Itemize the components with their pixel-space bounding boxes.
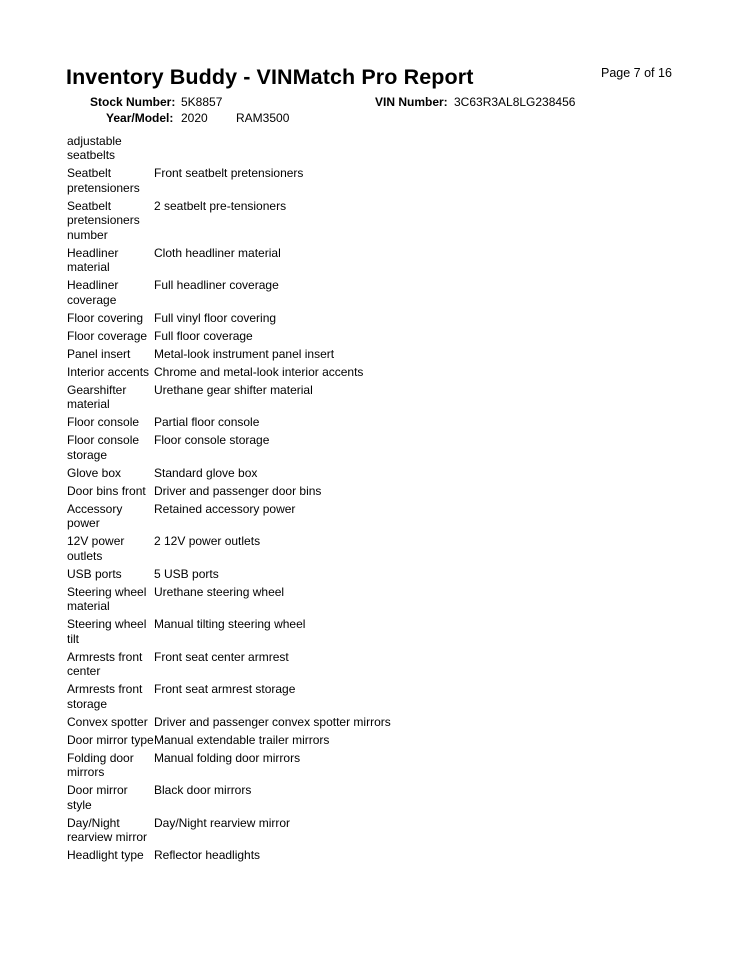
spec-label: Door bins front xyxy=(67,483,146,498)
spec-label: Floor console storage xyxy=(67,433,140,462)
spec-label: Headliner coverage xyxy=(67,278,119,307)
spec-row xyxy=(67,432,467,465)
spec-row xyxy=(67,464,467,482)
year-value: 2020 xyxy=(181,111,208,125)
spec-value: Black door mirrors xyxy=(154,783,252,797)
spec-value: 5 USB ports xyxy=(154,566,219,581)
spec-label: Headliner material xyxy=(67,245,119,274)
spec-label: Door mirror type xyxy=(67,732,154,747)
spec-label: Interior accents xyxy=(67,364,150,379)
spec-row xyxy=(67,681,467,714)
spec-row xyxy=(67,565,467,583)
stock-number-value: 5K8857 xyxy=(181,95,223,109)
spec-row xyxy=(67,814,467,847)
vin-label: VIN Number: xyxy=(375,95,448,109)
stock-number-label: Stock Number: xyxy=(90,95,176,109)
spec-label: Floor coverage xyxy=(67,328,148,343)
spec-value: 2 12V power outlets xyxy=(154,534,261,548)
spec-value: Cloth headliner material xyxy=(154,245,281,260)
spec-label: Folding door mirrors xyxy=(67,750,134,779)
spec-value: Driver and passenger door bins xyxy=(154,483,322,498)
spec-value: Chrome and metal-look interior accents xyxy=(154,364,364,379)
spec-row xyxy=(67,244,467,277)
spec-label: Panel insert xyxy=(67,346,131,361)
spec-row xyxy=(67,731,467,749)
spec-value: Reflector headlights xyxy=(154,848,261,862)
spec-value: Urethane gear shifter material xyxy=(154,382,313,397)
spec-value: Partial floor console xyxy=(154,415,260,429)
spec-table xyxy=(67,132,467,865)
spec-value: Metal-look instrument panel insert xyxy=(154,346,335,361)
spec-row xyxy=(67,309,467,327)
spec-row xyxy=(67,749,467,782)
spec-value: Urethane steering wheel xyxy=(154,584,285,599)
spec-label: Armrests front storage xyxy=(67,682,143,711)
spec-label: Accessory power xyxy=(67,501,123,530)
spec-value: Standard glove box xyxy=(154,465,258,480)
spec-row xyxy=(67,616,467,649)
spec-label: Steering wheel tilt xyxy=(67,617,147,646)
spec-label: Glove box xyxy=(67,465,122,480)
spec-row xyxy=(67,713,467,731)
spec-value: Driver and passenger convex spotter mirrors xyxy=(154,714,391,729)
spec-row xyxy=(67,381,467,414)
spec-value: Manual extendable trailer mirrors xyxy=(154,732,330,747)
spec-value: Retained accessory power xyxy=(154,501,296,516)
spec-row xyxy=(67,363,467,381)
spec-row xyxy=(67,327,467,345)
spec-label: Door mirror style xyxy=(67,783,128,812)
spec-label: 12V power outlets xyxy=(67,534,125,563)
spec-row xyxy=(67,345,467,363)
spec-value: Front seat center armrest xyxy=(154,649,289,664)
vin-value: 3C63R3AL8LG238456 xyxy=(454,95,576,109)
spec-label: Convex spotter xyxy=(67,714,148,729)
spec-label: adjustable seatbelts xyxy=(67,133,122,162)
spec-value: Full vinyl floor covering xyxy=(154,310,277,325)
spec-value: Full floor coverage xyxy=(154,328,253,343)
spec-label: Steering wheel material xyxy=(67,584,147,613)
model-value: RAM3500 xyxy=(236,111,290,125)
spec-label: Headlight type xyxy=(67,848,144,862)
spec-label: Gearshifter material xyxy=(67,382,127,411)
year-model-label: Year/Model: xyxy=(106,111,174,125)
spec-value: Day/Night rearview mirror xyxy=(154,815,291,830)
spec-value: Front seat armrest storage xyxy=(154,682,296,696)
spec-label: Day/Night rearview mirror xyxy=(67,815,148,844)
spec-row xyxy=(67,583,467,616)
spec-label: Seatbelt pretensioners xyxy=(67,166,140,195)
spec-row xyxy=(67,277,467,310)
spec-row xyxy=(67,847,467,865)
report-title: Inventory Buddy - VINMatch Pro Report xyxy=(66,65,474,89)
spec-value: Front seatbelt pretensioners xyxy=(154,166,304,180)
spec-label: USB ports xyxy=(67,566,122,581)
spec-row xyxy=(67,648,467,681)
spec-value: Manual folding door mirrors xyxy=(154,750,301,765)
spec-value: Floor console storage xyxy=(154,433,270,447)
spec-value: Manual tilting steering wheel xyxy=(154,617,306,631)
spec-row xyxy=(67,533,467,566)
spec-row xyxy=(67,782,467,815)
spec-value: 2 seatbelt pre-tensioners xyxy=(154,198,287,213)
spec-row xyxy=(67,414,467,432)
spec-label: Seatbelt pretensioners number xyxy=(67,198,140,242)
spec-row xyxy=(67,197,467,244)
page-indicator: Page 7 of 16 xyxy=(601,66,672,80)
spec-value: Full headliner coverage xyxy=(154,278,279,292)
spec-row xyxy=(67,165,467,198)
spec-label: Armrests front center xyxy=(67,649,143,678)
spec-row xyxy=(67,132,467,165)
spec-label: Floor covering xyxy=(67,310,144,325)
spec-row xyxy=(67,482,467,500)
spec-label: Floor console xyxy=(67,415,140,429)
spec-row xyxy=(67,500,467,533)
